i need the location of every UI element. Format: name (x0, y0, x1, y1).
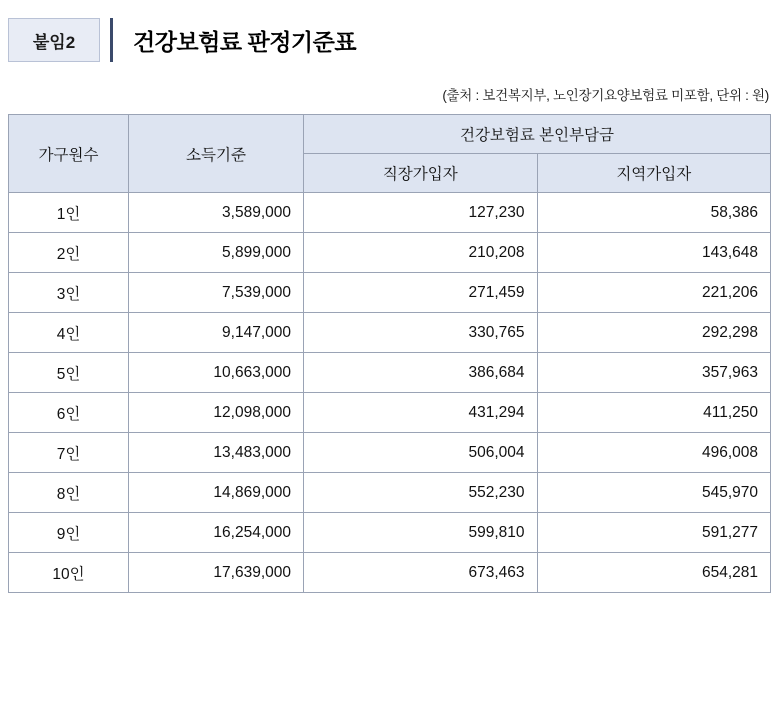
cell-employee: 386,684 (304, 353, 538, 393)
cell-employee: 552,230 (304, 473, 538, 513)
cell-employee: 673,463 (304, 553, 538, 593)
cell-employee: 127,230 (304, 193, 538, 233)
document-page (0, 18, 779, 707)
table-body (9, 193, 771, 593)
cell-income: 14,869,000 (129, 473, 304, 513)
cell-regional: 357,963 (537, 353, 771, 393)
table-row (9, 433, 771, 473)
cell-household: 10인 (9, 553, 129, 593)
cell-household: 7인 (9, 433, 129, 473)
table-row (9, 193, 771, 233)
column-header-household: 가구원수 (9, 115, 129, 193)
cell-employee: 271,459 (304, 273, 538, 313)
column-header-employee-subscriber: 직장가입자 (304, 154, 538, 193)
health-insurance-premium-table (8, 114, 771, 593)
table-header (9, 115, 771, 193)
cell-regional: 411,250 (537, 393, 771, 433)
cell-regional: 496,008 (537, 433, 771, 473)
cell-employee: 506,004 (304, 433, 538, 473)
cell-household: 8인 (9, 473, 129, 513)
cell-household: 1인 (9, 193, 129, 233)
table-row (9, 313, 771, 353)
table-row (9, 473, 771, 513)
document-header (8, 18, 771, 62)
cell-regional: 58,386 (537, 193, 771, 233)
cell-regional: 143,648 (537, 233, 771, 273)
cell-income: 17,639,000 (129, 553, 304, 593)
cell-income: 5,899,000 (129, 233, 304, 273)
cell-household: 4인 (9, 313, 129, 353)
cell-income: 16,254,000 (129, 513, 304, 553)
cell-regional: 221,206 (537, 273, 771, 313)
source-note: (출처 : 보건복지부, 노인장기요양보험료 미포함, 단위 : 원) (442, 88, 769, 103)
column-header-regional-subscriber: 지역가입자 (537, 154, 771, 193)
cell-household: 2인 (9, 233, 129, 273)
cell-income: 3,589,000 (129, 193, 304, 233)
cell-regional: 591,277 (537, 513, 771, 553)
cell-income: 13,483,000 (129, 433, 304, 473)
cell-employee: 210,208 (304, 233, 538, 273)
cell-regional: 545,970 (537, 473, 771, 513)
table-row (9, 353, 771, 393)
table-row (9, 513, 771, 553)
cell-employee: 599,810 (304, 513, 538, 553)
attachment-badge: 붙임2 (8, 18, 100, 62)
cell-household: 6인 (9, 393, 129, 433)
table-row (9, 273, 771, 313)
cell-employee: 431,294 (304, 393, 538, 433)
title-container (110, 18, 771, 62)
cell-regional: 654,281 (537, 553, 771, 593)
cell-income: 10,663,000 (129, 353, 304, 393)
cell-income: 12,098,000 (129, 393, 304, 433)
page-title: 건강보험료 판정기준표 (133, 28, 357, 55)
table-row (9, 393, 771, 433)
cell-regional: 292,298 (537, 313, 771, 353)
table-header-row-1 (9, 115, 771, 154)
table-row (9, 553, 771, 593)
cell-household: 9인 (9, 513, 129, 553)
cell-household: 3인 (9, 273, 129, 313)
column-header-premium-group: 건강보험료 본인부담금 (304, 115, 771, 154)
cell-income: 7,539,000 (129, 273, 304, 313)
table-row (9, 233, 771, 273)
cell-household: 5인 (9, 353, 129, 393)
cell-employee: 330,765 (304, 313, 538, 353)
table-container (8, 114, 771, 593)
cell-income: 9,147,000 (129, 313, 304, 353)
column-header-income-standard: 소득기준 (129, 115, 304, 193)
